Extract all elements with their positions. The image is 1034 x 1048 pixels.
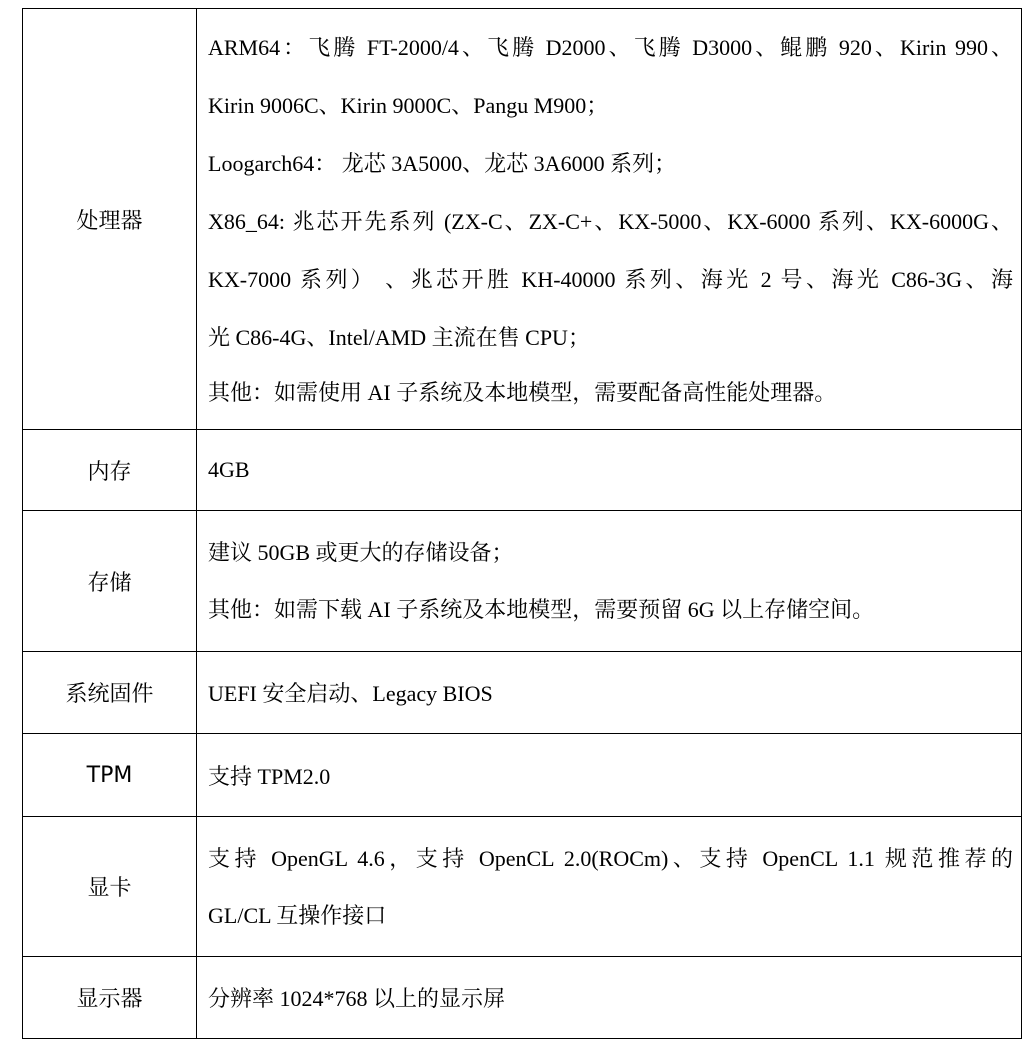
table-row-storage [23, 511, 1022, 652]
tpm-line: 支持 TPM2.0 [208, 763, 331, 789]
table-row-firmware [23, 652, 1022, 734]
table-row-display [23, 957, 1022, 1039]
processor-line-x86-64-end: 光 C86-4G、Intel/AMD 主流在售 CPU； [208, 325, 590, 350]
requirements-table [22, 8, 1022, 1039]
table-row-memory [23, 430, 1022, 511]
table-row-tpm [23, 734, 1022, 817]
graphics-line-opengl: 支持 OpenGL 4.6，支持 OpenCL 2.0(ROCm)、支持 OpenCL 1.1 规范推荐的 [208, 845, 1013, 871]
processor-line-arm64-cont: Kirin 9006C、Kirin 9000C、Pangu M900； [208, 93, 609, 118]
row-label-tpm: TPM [23, 734, 197, 817]
row-value-memory [197, 430, 1022, 511]
processor-line-other: 其他：如需使用 AI 子系统及本地模型，需要配备高性能处理器。 [208, 380, 837, 405]
row-value-display [197, 957, 1022, 1039]
storage-line-other: 其他：如需下载 AI 子系统及本地模型，需要预留 6G 以上存储空间。 [208, 597, 875, 622]
row-label-display: 显示器 [23, 957, 197, 1039]
storage-line-recommend: 建议 50GB 或更大的存储设备； [208, 540, 514, 565]
memory-line: 4GB [208, 457, 250, 482]
row-label-graphics: 显卡 [23, 817, 197, 957]
row-value-tpm [197, 734, 1022, 817]
processor-line-x86-64: X86_64: 兆芯开先系列 (ZX-C、ZX-C+、KX-5000、KX-6000 系列、KX-6000G、 [208, 209, 1013, 234]
row-label-firmware: 系统固件 [23, 652, 197, 734]
table-row-graphics [23, 817, 1022, 957]
row-value-processor [197, 9, 1022, 430]
graphics-line-interop: GL/CL 互操作接口 [208, 902, 387, 928]
row-value-firmware [197, 652, 1022, 734]
table-row-processor [23, 9, 1022, 430]
processor-line-arm64: ARM64：飞腾 FT-2000/4、飞腾 D2000、飞腾 D3000、鲲鹏 920、Kirin 990、 [208, 35, 1013, 60]
row-label-processor: 处理器 [23, 9, 197, 430]
row-label-memory: 内存 [23, 430, 197, 511]
firmware-line: UEFI 安全启动、Legacy BIOS [208, 681, 493, 706]
processor-line-x86-64-cont: KX-7000 系列） 、兆芯开胜 KH-40000 系列、海光 2 号、海光 C86-3G、海 [208, 267, 1013, 292]
row-value-graphics [197, 817, 1022, 957]
display-line: 分辨率 1024*768 以上的显示屏 [208, 986, 506, 1011]
processor-line-loongarch64: Loogarch64： 龙芯 3A5000、龙芯 3A6000 系列； [208, 151, 677, 176]
row-value-storage [197, 511, 1022, 652]
row-label-storage: 存储 [23, 511, 197, 652]
